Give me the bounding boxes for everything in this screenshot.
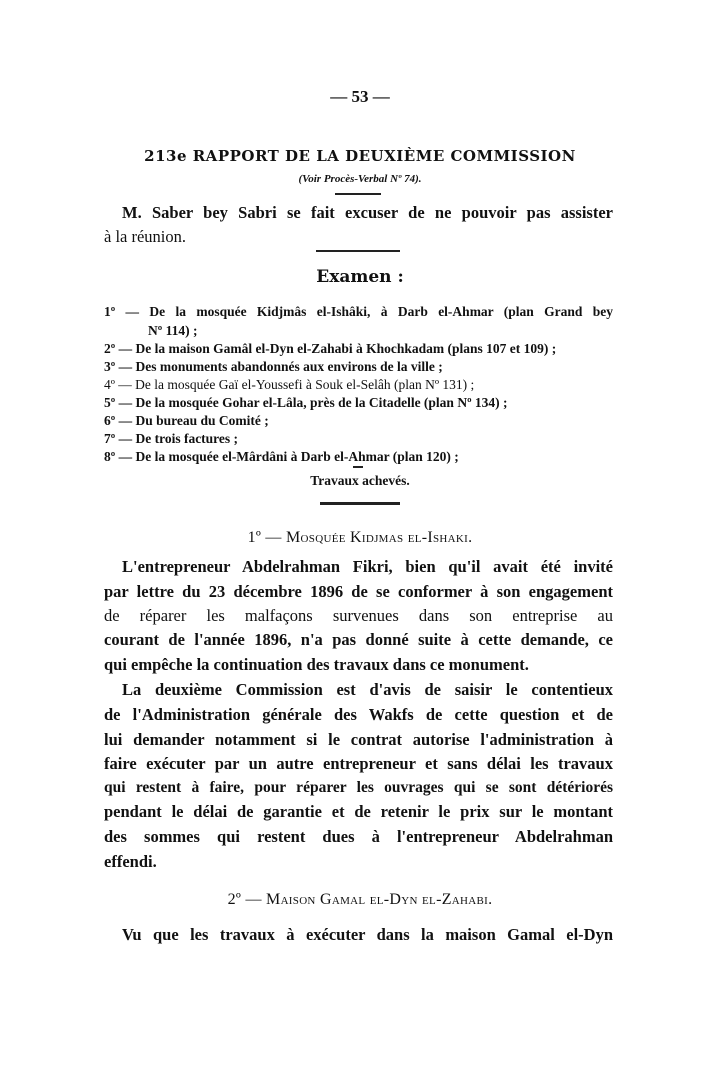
divider xyxy=(320,502,400,505)
page-number: — 53 — xyxy=(330,87,390,106)
examen-item: 6º — Du bureau du Comité ; xyxy=(104,413,269,428)
paragraph-line: qui restent à faire, pour réparer les ouvrages qui se sont détériorés xyxy=(104,779,613,796)
paragraph-line: pendant le délai de garantie et de retenir le prix sur le montant xyxy=(104,802,613,821)
paragraph-line: par lettre du 23 décembre 1896 de se conformer à son engagement xyxy=(104,582,613,601)
paragraph-line: faire exécuter par un autre entrepreneur et sans délai les travaux xyxy=(104,754,613,773)
paragraph-line: des sommes qui restent dues à l'entrepreneur Abdelrahman xyxy=(104,827,613,846)
intro-line: à la réunion. xyxy=(104,227,187,246)
paragraph-line: effendi. xyxy=(104,852,157,871)
paragraph-line: La deuxième Commission est d'avis de saisir le contentieux xyxy=(122,680,613,699)
paragraph-line: Vu que les travaux à exécuter dans la maison Gamal el-Dyn xyxy=(122,925,613,944)
examen-item: 8º — De la mosquée el-Mârdâni à Darb el-Ahmar (plan 120) ; xyxy=(104,449,459,464)
report-title: 213e RAPPORT DE LA DEUXIÈME COMMISSION xyxy=(144,147,576,165)
examen-heading: Examen : xyxy=(316,267,404,287)
intro-line: M. Saber bey Sabri se fait excuser de ne pouvoir pas assister xyxy=(122,203,613,222)
paragraph-line: lui demander notamment si le contrat autorise l'administration à xyxy=(104,730,613,749)
examen-item: 5º — De la mosquée Gohar el-Lâla, près de la Citadelle (plan Nº 134) ; xyxy=(104,395,508,410)
paragraph-line: de l'Administration générale des Wakfs de cette question et de xyxy=(104,705,613,724)
examen-item: 7º — De trois factures ; xyxy=(104,431,239,446)
section1-heading: 1º — Mosquée Kidjmas el-Ishaki. xyxy=(247,529,473,546)
divider xyxy=(335,193,381,195)
report-subtitle: (Voir Procès-Verbal Nº 74). xyxy=(298,173,422,185)
paragraph-line: de réparer les malfaçons survenues dans son entreprise au xyxy=(104,606,613,625)
examen-item: 2º — De la maison Gamâl el-Dyn el-Zahabi à Khochkadam (plans 107 et 109) ; xyxy=(104,341,557,356)
travaux-label: Travaux achevés. xyxy=(310,473,410,488)
paragraph-line: courant de l'année 1896, n'a pas donné suite à cette demande, ce xyxy=(104,630,613,649)
divider xyxy=(316,250,400,252)
paragraph-line: qui empêche la continuation des travaux dans ce monument. xyxy=(104,655,529,674)
section2-heading: 2º — Maison Gamal el-Dyn el-Zahabi. xyxy=(227,891,493,908)
examen-item: 3º — Des monuments abandonnés aux environs de la ville ; xyxy=(104,359,443,374)
examen-item: 1º — De la mosquée Kidjmâs el-Ishâki, à Darb el-Ahmar (plan Grand bey xyxy=(104,304,613,319)
divider xyxy=(353,466,363,468)
paragraph-line: L'entrepreneur Abdelrahman Fikri, bien qu'il avait été invité xyxy=(122,557,613,576)
examen-item: Nº 114) ; xyxy=(148,323,198,338)
examen-item: 4º — De la mosquée Gaï el-Youssefi à Souk el-Selâh (plan Nº 131) ; xyxy=(104,377,475,392)
